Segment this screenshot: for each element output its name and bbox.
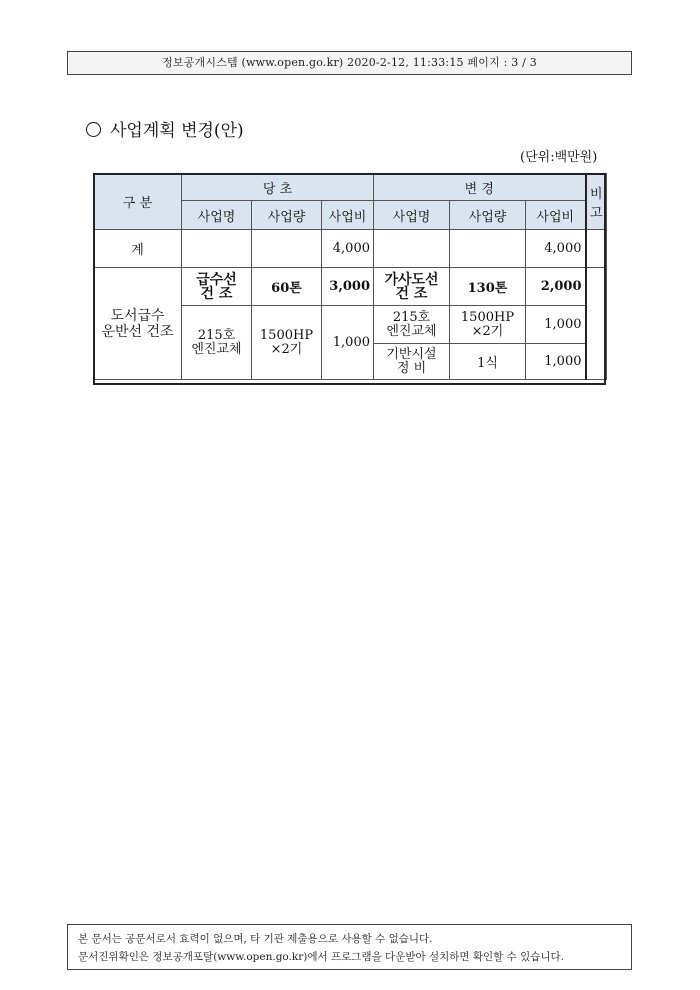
new-2-name-line-2: 엔진교체	[386, 323, 437, 339]
item-row-1	[94, 268, 607, 306]
col-header-new-qty: 사업량	[450, 201, 526, 230]
orig-2-name	[182, 306, 252, 380]
col-header-orig-cost: 사업비	[322, 201, 374, 230]
total-orig-name	[182, 230, 252, 268]
new-3-qty: 1식	[450, 344, 526, 380]
new-1-qty: 130톤	[450, 268, 526, 306]
title-text: 사업계획 변경(안)	[110, 121, 244, 141]
new-2-qty-line-1: 1500HP	[460, 309, 515, 325]
new-3-name-line-1: 기반시설	[386, 346, 437, 362]
circle-bullet-icon	[86, 122, 101, 137]
col-header-gubun: 구 분	[94, 174, 182, 230]
total-new-qty	[450, 230, 526, 268]
new-2-name	[374, 306, 450, 344]
total-orig-qty	[252, 230, 322, 268]
orig-2-cost: 1,000	[322, 306, 374, 380]
col-header-note: 비고	[586, 174, 607, 230]
orig-1-name-line-2: 건 조	[200, 285, 233, 302]
new-2-qty	[450, 306, 526, 344]
item-label	[94, 268, 182, 380]
new-2-name-line-1: 215호	[392, 309, 431, 325]
new-2-qty-line-2: ×2기	[471, 323, 504, 339]
col-header-original: 당 초	[182, 174, 374, 201]
orig-1-name-line-1: 급수선	[196, 271, 237, 288]
plan-change-table	[93, 173, 607, 380]
new-3-name	[374, 344, 450, 380]
total-row	[94, 230, 607, 268]
col-header-changed: 변 경	[374, 174, 586, 201]
page-title	[86, 116, 244, 141]
total-label: 계	[94, 230, 182, 268]
orig-2-qty-line-1: 1500HP	[259, 327, 314, 343]
orig-2-name-line-2: 엔진교체	[191, 341, 242, 357]
new-1-name-line-2: 건 조	[395, 285, 428, 302]
col-header-new-cost: 사업비	[526, 201, 586, 230]
new-1-name	[374, 268, 450, 306]
col-header-orig-qty: 사업량	[252, 201, 322, 230]
system-header: 정보공개시스템 (www.open.go.kr) 2020-2-12, 11:33:15 페이지 : 3 / 3	[67, 51, 632, 75]
orig-2-qty	[252, 306, 322, 380]
orig-1-cost: 3,000	[322, 268, 374, 306]
total-new-cost: 4,000	[526, 230, 586, 268]
footer-line-1: 본 문서는 공문서로서 효력이 없으며, 타 기관 제출용으로 사용할 수 없습니다.	[78, 933, 433, 945]
orig-1-qty: 60톤	[252, 268, 322, 306]
orig-2-name-line-1: 215호	[197, 327, 236, 343]
header-row-1	[94, 174, 607, 201]
col-header-new-name: 사업명	[374, 201, 450, 230]
new-3-cost: 1,000	[526, 344, 586, 380]
footer-line-2: 문서진위확인은 정보공개포탈(www.open.go.kr)에서 프로그램을 다운받아 설치하면 확인할 수 있습니다.	[78, 951, 565, 963]
total-orig-cost: 4,000	[322, 230, 374, 268]
orig-2-qty-line-2: ×2기	[270, 341, 303, 357]
item-label-line-2: 운반선 건조	[101, 323, 174, 340]
new-3-name-line-2: 정 비	[396, 360, 427, 376]
col-header-orig-name: 사업명	[182, 201, 252, 230]
new-1-cost: 2,000	[526, 268, 586, 306]
total-note	[586, 230, 607, 268]
item-note	[586, 268, 607, 380]
footer-notice	[67, 924, 632, 970]
unit-note: (단위:백만원)	[520, 150, 598, 165]
new-1-name-line-1: 가사도선	[384, 271, 439, 288]
new-2-cost: 1,000	[526, 306, 586, 344]
item-label-line-1: 도서급수	[110, 307, 165, 324]
total-new-name	[374, 230, 450, 268]
orig-1-name	[182, 268, 252, 306]
